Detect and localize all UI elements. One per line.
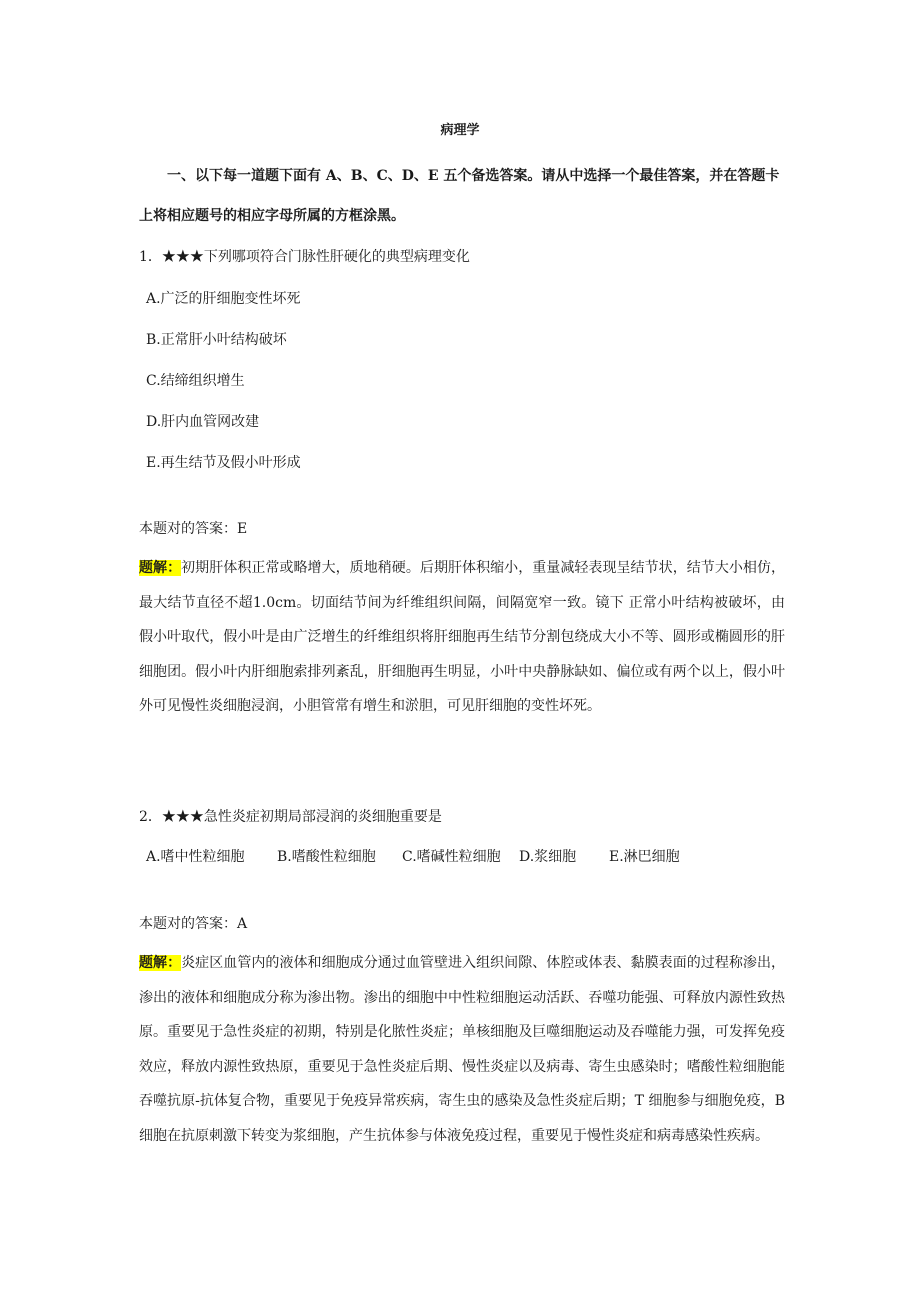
explanation-label: 题解： <box>139 955 182 971</box>
instruction-text: 一、以下每一道题下面有 A、B、C、D、E 五个备选答案。请从中选择一个最佳答案，并在答题卡上将相应题号的相应字母所属的方框涂黑。 <box>139 168 780 224</box>
explanation-text: 炎症区血管内的液体和细胞成分通过血管壁进入组织间隙、体腔或体表、黏膜表面的过程称渗出，渗出的液体和细胞成分称为渗出物。渗出的细胞中中性粒细胞运动活跃、吞噬功能强、可释放内源性致热原。重要见于急性炎症的初期，特别是化脓性炎症；单核细胞及巨噬细胞运动及吞噬能力强，可发挥免疫效应，释放内源性致热原，重要见于急性炎症后期、慢性炎症以及病毒、寄生虫感染时；嗜酸性粒细胞能吞噬抗原-抗体复合物，重要见于免疫异常疾病，寄生虫的感染及急性炎症后期；T 细胞参与细胞免疫，B 细胞在抗原刺激下转变为浆细胞，产生抗体参与体液免疫过程，重要见于慢性炎症和病毒感染性疾病。 <box>139 955 786 1144</box>
question-2-explanation <box>139 946 785 1153</box>
question-2-option-b: B.嗜酸性粒细胞 <box>277 849 376 865</box>
page-title: 病理学 <box>440 123 480 138</box>
question-1-answer: 本题对的答案：E <box>139 521 248 537</box>
question-1-explanation <box>139 551 785 724</box>
question-1-option-a: A.广泛的肝细胞变性坏死 <box>146 291 301 307</box>
question-1-stem: 1．★★★下列哪项符合门脉性肝硬化的典型病理变化 <box>139 249 470 265</box>
question-1-option-c: C.结缔组织增生 <box>146 373 245 389</box>
question-2-stem: 2．★★★急性炎症初期局部浸润的炎细胞重要是 <box>139 809 442 825</box>
question-2-option-c: C.嗜碱性粒细胞 <box>402 849 501 865</box>
explanation-text: 初期肝体积正常或略增大，质地稍硬。后期肝体积缩小，重量减轻表现呈结节状，结节大小相仿，最大结节直径不超1.0cm。切面结节间为纤维组织间隔，间隔宽窄一致。镜下 正常小叶结构被破坏，由假小叶取代，假小叶是由广泛增生的纤维组织将肝细胞再生结节分割包绕成大小不等、圆形或椭圆形的肝细胞团。假小叶内肝细胞索排列紊乱，肝细胞再生明显，小叶中央静脉缺如、偏位或有两个以上，假小叶外可见慢性炎细胞浸润，小胆管常有增生和淤胆，可见肝细胞的变性坏死。 <box>139 560 786 714</box>
question-2-option-a: A.嗜中性粒细胞 <box>146 849 245 865</box>
question-2-answer: 本题对的答案：A <box>139 916 248 932</box>
explanation-label: 题解： <box>139 560 182 576</box>
question-1-option-d: D.肝内血管网改建 <box>146 414 260 430</box>
question-1-option-b: B.正常肝小叶结构破坏 <box>146 332 287 348</box>
question-2-option-e: E.淋巴细胞 <box>609 849 680 865</box>
question-1-option-e: E.再生结节及假小叶形成 <box>146 455 301 471</box>
question-2-option-d: D.浆细胞 <box>519 849 577 865</box>
